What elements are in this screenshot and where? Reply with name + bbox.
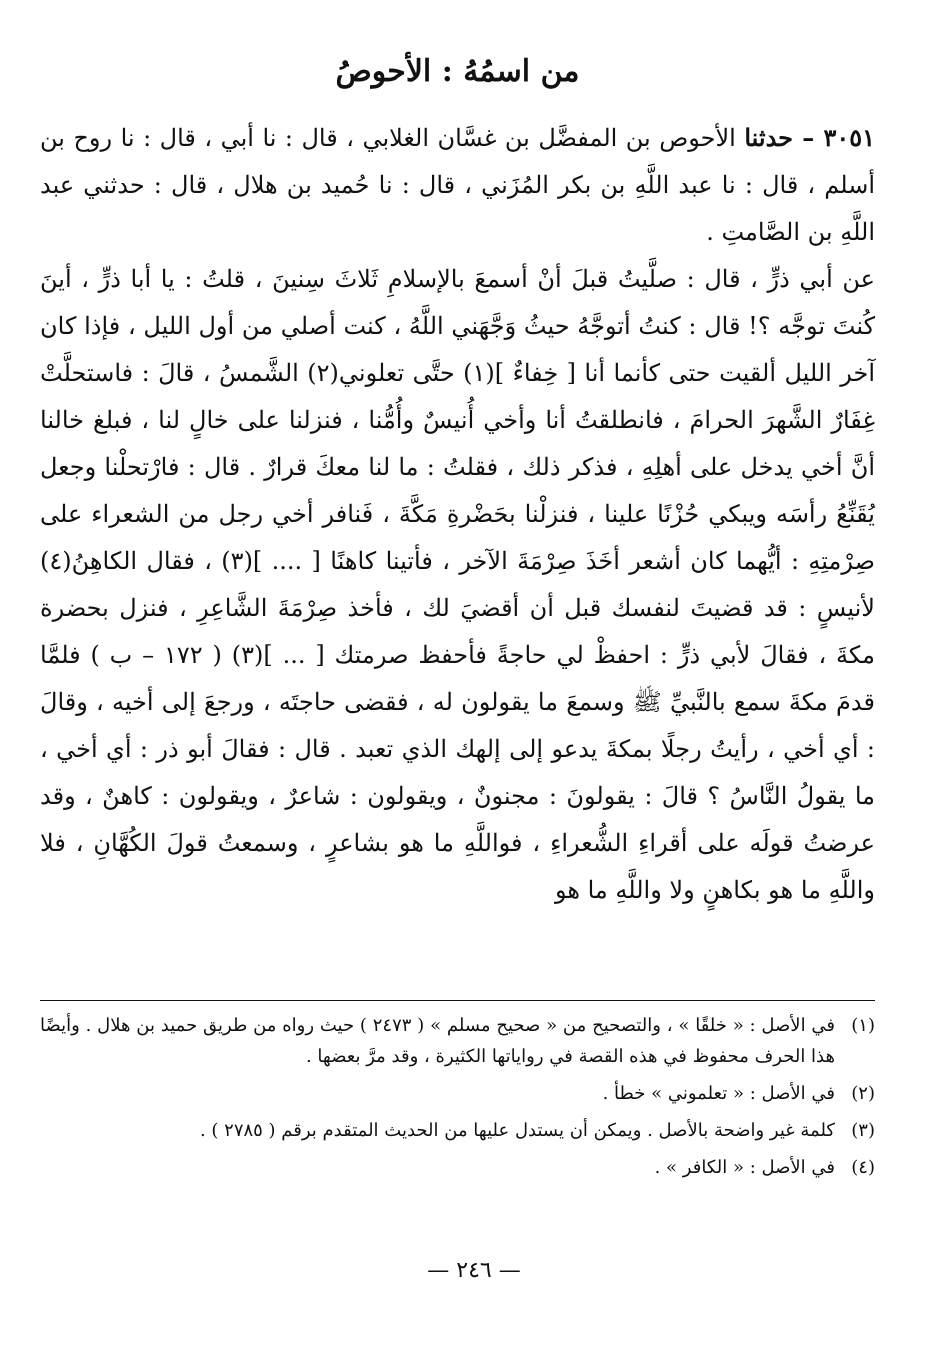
footnote-number: (٤) — [851, 1157, 875, 1178]
main-text — [40, 114, 875, 914]
footnote-number: (١) — [851, 1015, 875, 1036]
hadith-matn-paragraph: عن أبي ذرٍّ ، قال : صلَّيتُ قبلَ أنْ أسمعَ بالإسلامِ ثَلاثَ سِنينَ ، قلتُ : يا أبا ذرٍّ ، أينَ كُنتَ توجَّه ؟! قال : كنتُ أتوجَّهُ حيثُ وَجَّهَني اللَّهُ ، كنت أصلي من أول الليل ، فإذا كان آخر الليل ألقيت حتى كأنما أنا [ خِفاءٌ ](١) حتَّى تعلوني(٢) الشَّمسُ ، قالَ : فاستحلَّتْ غِفَارٌ الشَّهرَ الحرامَ ، فانطلقتُ أنا وأخي أُنيسٌ وأُمُّنا ، فنزلنا على خالٍ لنا ، فبلغ خالنا أنَّ أخي يدخل على أهلِهِ ، فذكر ذلك ، فقلتُ : ما لنا معكَ قرارٌ . قال : فارْتحلْنا وجعل يُقَنِّعُ رأسَه ويبكي حُزْنًا علينا ، فنزلْنا بحَضْرةِ مَكَّةَ ، فَنافر أخي رجل من الشعراء على صِرْمتِهِ : أيُّهما كان أشعر أخَذَ صِرْمَةَ الآخر ، فأتينا كاهنًا [ .... ](٣) ، فقال الكاهِنُ(٤) لأنيسٍ : قد قضيتَ لنفسك قبل أن أقضيَ لك ، فأخذ صِرْمَةَ الشَّاعِرِ ، فنزل بحضرة مكةَ ، فقالَ لأبي ذرٍّ : احفظْ لي حاجةً فأحفظ صرمتك [ ... ](٣) ( ١٧٢ – ب ) فلمَّا قدمَ مكةَ سمع بالنَّبيِّ ﷺ وسمعَ ما يقولون له ، فقضى حاجتَه ، ورجعَ إلى أخيه ، وقالَ : أي أخي ، رأيتُ رجلًا بمكةَ يدعو إلى إلهك الذي تعبد . قال : فقالَ أبو ذر : أي أخي ، ما يقولُ النَّاسُ ؟ قالَ : يقولونَ : مجنونٌ ، ويقولون : شاعرٌ ، ويقولون : كاهنٌ ، وقد عرضتُ قولَه على أقراءِ الشُّعراءِ ، فواللَّهِ ما هو بشاعرٍ ، وسمعتُ قولَ الكُهَّانِ ، فلا واللَّهِ ما هو بكاهنٍ ولا واللَّهِ ما هو — [40, 265, 876, 904]
footnote-text: في الأصل : « الكافر » . — [654, 1157, 835, 1178]
chapter-title: من اسمُهُ : الأحوصُ — [335, 54, 580, 89]
footnote-text: في الأصل : « تعلموني » خطأ . — [602, 1083, 835, 1104]
footnote-text: كلمة غير واضحة بالأصل . ويمكن أن يستدل عليها من الحديث المتقدم برقم ( ٢٧٨٥ ) . — [199, 1120, 835, 1141]
footnote-number: (٣) — [851, 1120, 875, 1141]
hadith-opening: – حدثنا — [744, 123, 824, 152]
hadith-isnad-paragraph — [40, 114, 875, 256]
footnote-text: في الأصل : « خلقًا » ، والتصحيح من « صحيح مسلم » ( ٢٤٧٣ ) حيث رواه من طريق حميد بن هلال . وأيضًا هذا الحرف محفوظ في هذه القصة في رواياتها الكثيرة ، وقد مرَّ بعضها . — [40, 1015, 835, 1067]
document-page — [40, 50, 875, 1350]
hadith-number: ٣٠٥١ — [823, 123, 875, 152]
footnote-number: (٢) — [851, 1083, 875, 1104]
hadith-isnad: الأحوص بن المفضَّل بن غسَّان الغلابي ، قال : نا أبي ، قال : نا روح بن أسلم ، قال : نا عبد اللَّهِ بن بكر المُزَني ، قال : نا حُميد بن هلال ، قال : حدثني عبد اللَّهِ بن الصَّامتِ . — [40, 124, 876, 246]
page-number: — ٢٤٦ — — [427, 1258, 521, 1283]
